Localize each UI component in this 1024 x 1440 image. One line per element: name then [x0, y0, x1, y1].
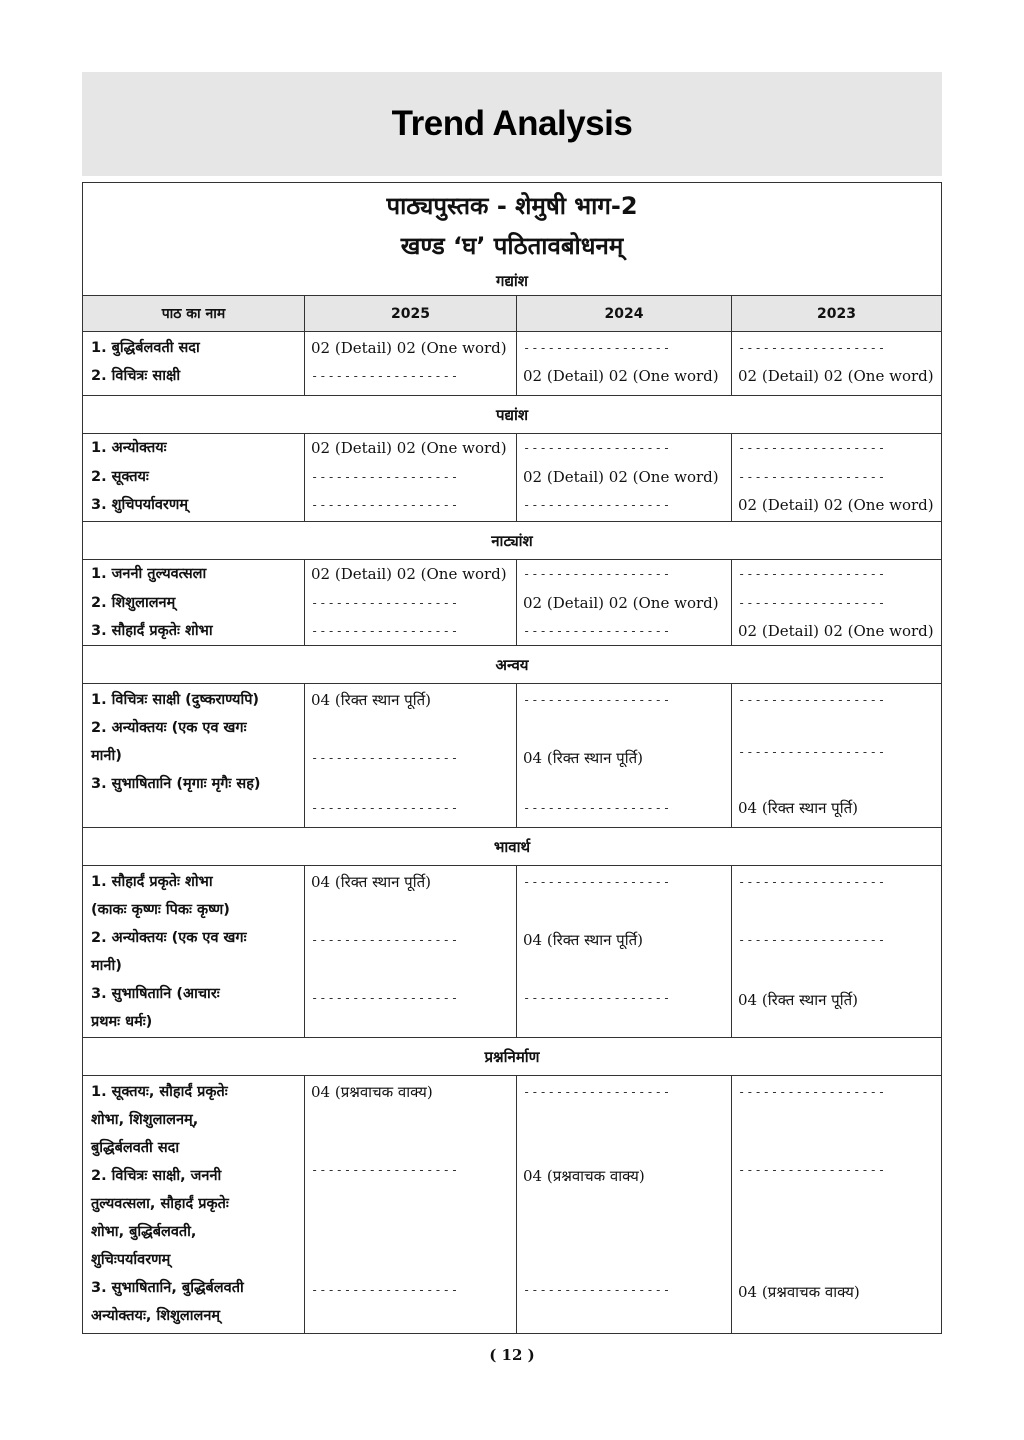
lesson-name: (काकः कृष्णः पिकः कृष्ण)	[91, 902, 230, 918]
marks-value: 04 (रिक्त स्थान पूर्ति)	[311, 691, 431, 709]
marks-value: 02 (Detail) 02 (One word)	[523, 594, 719, 612]
lesson-name: 1. जननी तुल्यवत्सला	[91, 566, 207, 582]
lesson-name: 3. सुभाषितानि (आचारः	[91, 986, 220, 1002]
empty-dash: ------------------	[738, 596, 887, 610]
lesson-name: 1. सौहार्दं प्रकृतेः शोभा	[91, 874, 213, 890]
subsection-heading: गद्यांश	[496, 272, 528, 290]
lesson-name: 1. सूक्तयः, सौहार्दं प्रकृतेः	[91, 1084, 228, 1100]
year-2023-cell	[731, 1076, 941, 1333]
year-2024-cell	[516, 866, 731, 1037]
table-row	[83, 1075, 941, 1333]
empty-dash: ------------------	[523, 1085, 672, 1099]
lesson-cell	[83, 434, 304, 521]
empty-dash: ------------------	[311, 751, 460, 765]
year-2025-cell	[304, 434, 516, 521]
marks-value: 04 (रिक्त स्थान पूर्ति)	[311, 873, 431, 891]
empty-dash: ------------------	[523, 991, 672, 1005]
col-header-2023: 2023	[731, 296, 941, 331]
marks-value: 02 (Detail) 02 (One word)	[311, 339, 507, 357]
marks-value: 02 (Detail) 02 (One word)	[311, 439, 507, 457]
year-2025-cell	[304, 684, 516, 827]
lesson-name: 2. विचित्रः साक्षी, जननी	[91, 1168, 222, 1184]
empty-dash: ------------------	[311, 801, 460, 815]
col-header-2024: 2024	[516, 296, 731, 331]
section-title-padyansh: पद्यांश	[83, 395, 941, 433]
lesson-name: तुल्यवत्सला, सौहार्दं प्रकृतेः	[91, 1196, 229, 1212]
trend-table	[82, 182, 942, 1334]
empty-dash: ------------------	[311, 991, 460, 1005]
empty-dash: ------------------	[738, 441, 887, 455]
lesson-cell	[83, 684, 304, 827]
lesson-cell	[83, 560, 304, 645]
table-row	[83, 559, 941, 645]
year-2023-cell	[731, 434, 941, 521]
empty-dash: ------------------	[738, 1085, 887, 1099]
marks-value: 02 (Detail) 02 (One word)	[523, 468, 719, 486]
textbook-title: पाठ्यपुस्तक - शेमुषी भाग-2	[386, 192, 638, 220]
lesson-name: 2. शिशुलालनम्	[91, 595, 176, 611]
marks-value: 04 (प्रश्नवाचक वाक्य)	[311, 1083, 433, 1101]
section-title-anvay: अन्वय	[83, 645, 941, 683]
page-number: ( 12 )	[489, 1346, 535, 1364]
empty-dash: ------------------	[523, 567, 672, 581]
lesson-name: 3. शुचिपर्यावरणम्	[91, 497, 189, 513]
year-2024-cell	[516, 1076, 731, 1333]
section-heading: खण्ड ‘घ’ पठितावबोधनम्	[400, 232, 624, 260]
lesson-name: 3. सुभाषितानि (मृगाः मृगैः सह)	[91, 776, 261, 792]
year-2023-cell	[731, 866, 941, 1037]
empty-dash: ------------------	[738, 693, 887, 707]
empty-dash: ------------------	[738, 1163, 887, 1177]
empty-dash: ------------------	[311, 933, 460, 947]
empty-dash: ------------------	[523, 801, 672, 815]
empty-dash: ------------------	[523, 624, 672, 638]
marks-value: 02 (Detail) 02 (One word)	[523, 367, 719, 385]
empty-dash: ------------------	[738, 933, 887, 947]
marks-value: 04 (रिक्त स्थान पूर्ति)	[523, 931, 643, 949]
empty-dash: ------------------	[311, 1283, 460, 1297]
table-header-row	[83, 295, 941, 331]
lesson-name: बुद्धिर्बलवती सदा	[91, 1140, 180, 1156]
section-title-natyansh: नाट्यांश	[83, 521, 941, 559]
lesson-name: प्रथमः धर्मः)	[91, 1014, 153, 1030]
marks-value: 04 (रिक्त स्थान पूर्ति)	[738, 799, 858, 817]
table-row	[83, 331, 941, 395]
year-2025-cell	[304, 560, 516, 645]
lesson-name: 1. बुद्धिर्बलवती सदा	[91, 340, 200, 356]
empty-dash: ------------------	[311, 498, 460, 512]
empty-dash: ------------------	[311, 369, 460, 383]
page-title: Trend Analysis	[391, 104, 633, 143]
lesson-cell	[83, 866, 304, 1037]
year-2023-cell	[731, 684, 941, 827]
year-2024-cell	[516, 684, 731, 827]
col-header-2025: 2025	[304, 296, 516, 331]
year-2024-cell	[516, 332, 731, 395]
year-2025-cell	[304, 1076, 516, 1333]
table-row	[83, 433, 941, 521]
empty-dash: ------------------	[523, 1283, 672, 1297]
marks-value: 04 (रिक्त स्थान पूर्ति)	[738, 991, 858, 1009]
marks-value: 02 (Detail) 02 (One word)	[311, 565, 507, 583]
empty-dash: ------------------	[523, 693, 672, 707]
page-banner	[82, 72, 942, 176]
lesson-name: मानी)	[91, 748, 122, 764]
marks-value: 02 (Detail) 02 (One word)	[738, 367, 934, 385]
year-2024-cell	[516, 434, 731, 521]
lesson-name: 2. अन्योक्तयः (एक एव खगः	[91, 720, 247, 736]
lesson-name: शुचिःपर्यावरणम्	[91, 1252, 171, 1268]
year-2025-cell	[304, 866, 516, 1037]
marks-value: 02 (Detail) 02 (One word)	[738, 622, 934, 640]
section-title-bhavarth: भावार्थ	[83, 827, 941, 865]
empty-dash: ------------------	[738, 745, 887, 759]
lesson-name: 2. सूक्तयः	[91, 469, 149, 485]
empty-dash: ------------------	[523, 875, 672, 889]
lesson-cell	[83, 1076, 304, 1333]
col-header-lesson: पाठ का नाम	[161, 306, 226, 322]
table-row	[83, 865, 941, 1037]
table-row	[83, 683, 941, 827]
empty-dash: ------------------	[738, 341, 887, 355]
empty-dash: ------------------	[523, 441, 672, 455]
section-title-prashnanirman: प्रश्ननिर्माण	[83, 1037, 941, 1075]
marks-value: 04 (प्रश्नवाचक वाक्य)	[738, 1283, 860, 1301]
lesson-name: मानी)	[91, 958, 122, 974]
marks-value: 04 (रिक्त स्थान पूर्ति)	[523, 749, 643, 767]
empty-dash: ------------------	[738, 567, 887, 581]
lesson-name: 2. विचित्रः साक्षी	[91, 368, 181, 384]
empty-dash: ------------------	[311, 596, 460, 610]
empty-dash: ------------------	[311, 1163, 460, 1177]
lesson-name: 3. सौहार्दं प्रकृतेः शोभा	[91, 623, 213, 639]
empty-dash: ------------------	[311, 470, 460, 484]
lesson-name: शोभा, शिशुलालनम्,	[91, 1112, 199, 1128]
lesson-name: 3. सुभाषितानि, बुद्धिर्बलवती	[91, 1280, 244, 1296]
empty-dash: ------------------	[523, 341, 672, 355]
year-2024-cell	[516, 560, 731, 645]
year-2023-cell	[731, 332, 941, 395]
year-2023-cell	[731, 560, 941, 645]
year-2025-cell	[304, 332, 516, 395]
empty-dash: ------------------	[523, 498, 672, 512]
lesson-name: शोभा, बुद्धिर्बलवती,	[91, 1224, 197, 1240]
empty-dash: ------------------	[311, 624, 460, 638]
lesson-name: अन्योक्तयः, शिशुलालनम्	[91, 1308, 221, 1324]
marks-value: 02 (Detail) 02 (One word)	[738, 496, 934, 514]
empty-dash: ------------------	[738, 470, 887, 484]
lesson-cell	[83, 332, 304, 395]
empty-dash: ------------------	[738, 875, 887, 889]
marks-value: 04 (प्रश्नवाचक वाक्य)	[523, 1167, 645, 1185]
lesson-name: 1. विचित्रः साक्षी (दुष्कराण्यपि)	[91, 692, 260, 708]
lesson-name: 1. अन्योक्तयः	[91, 440, 167, 456]
lesson-name: 2. अन्योक्तयः (एक एव खगः	[91, 930, 247, 946]
